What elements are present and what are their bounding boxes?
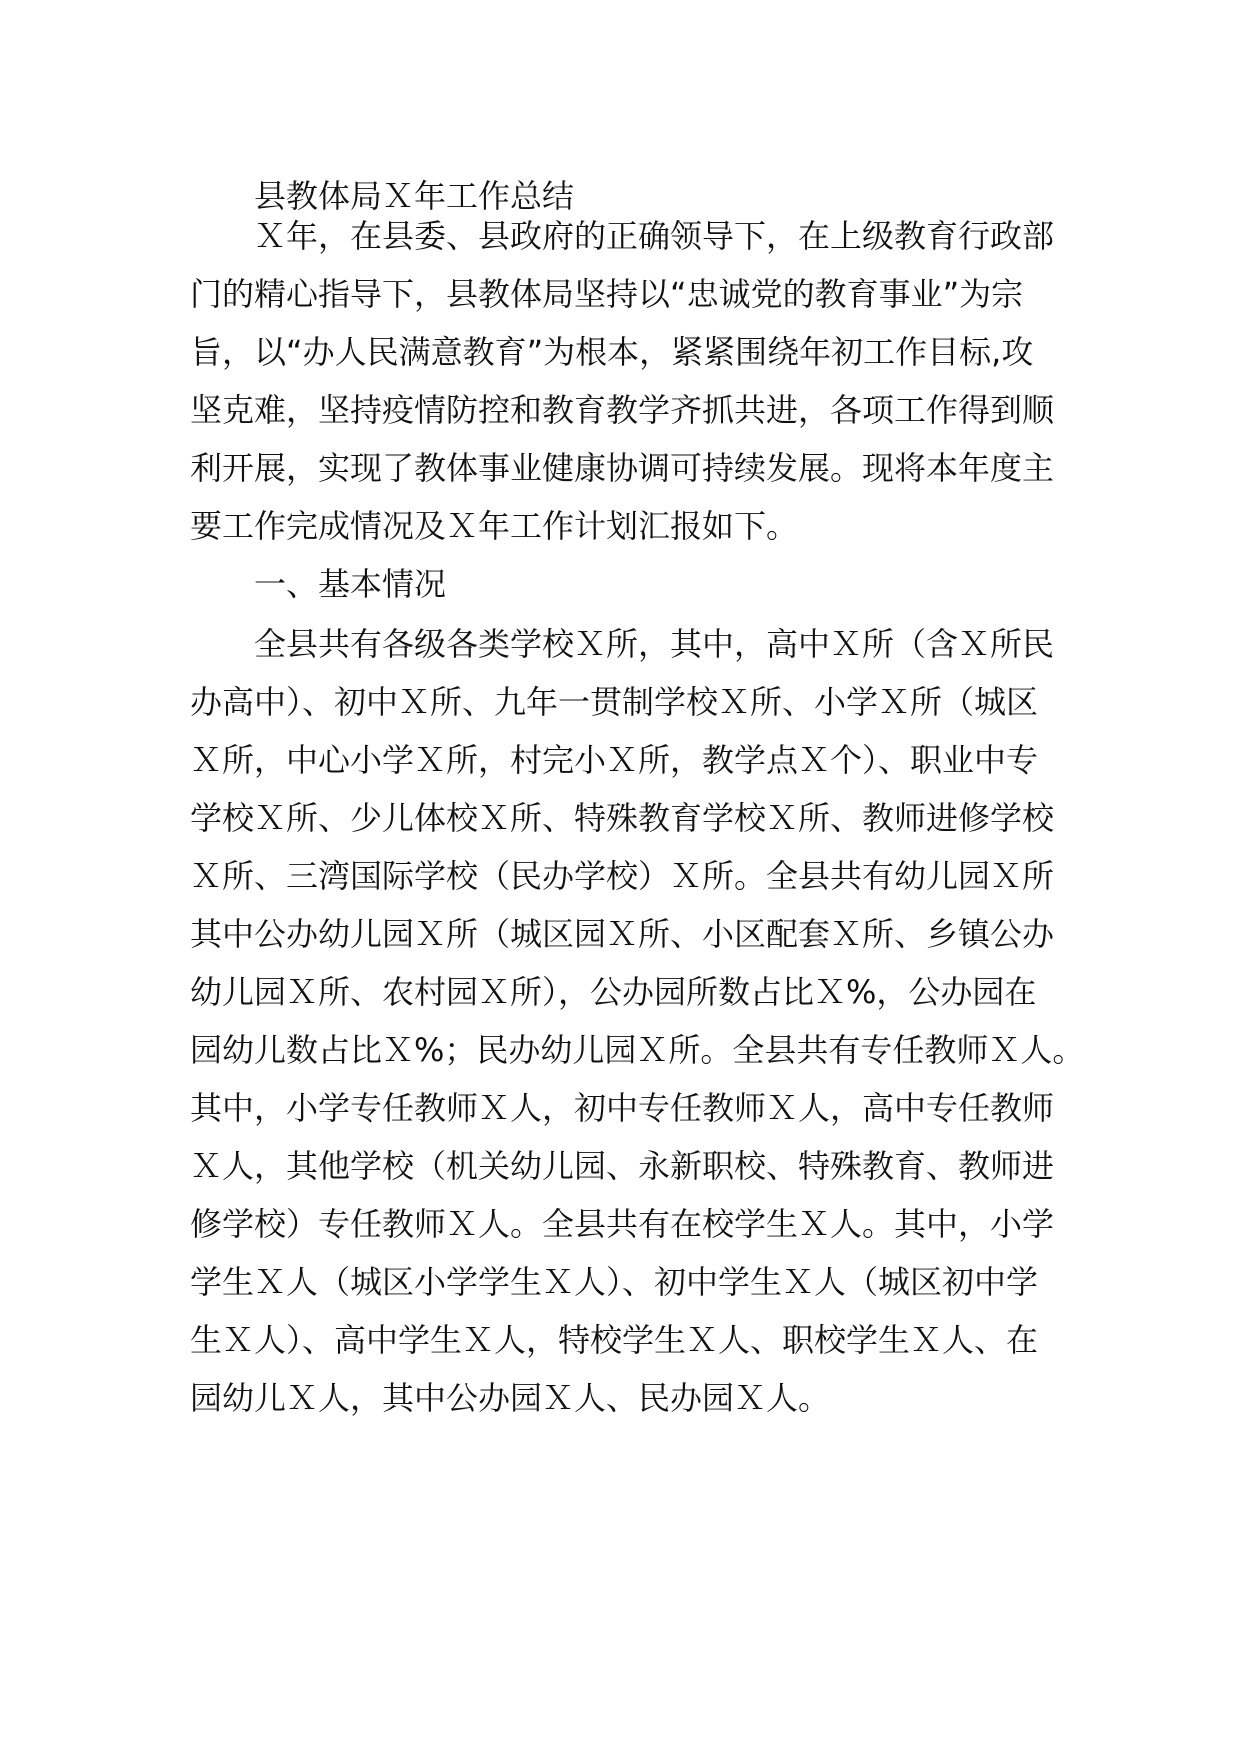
body-line: Ｘ所、三湾国际学校（民办学校）Ｘ所。全县共有幼儿园Ｘ所 xyxy=(190,857,1055,895)
body-line: 其中公办幼儿园Ｘ所（城区园Ｘ所、小区配套Ｘ所、乡镇公办 xyxy=(190,915,1055,953)
body-line: 生Ｘ人）、高中学生Ｘ人，特校学生Ｘ人、职校学生Ｘ人、在 xyxy=(190,1321,1039,1359)
body-line: 园幼儿数占比Ｘ%；民办幼儿园Ｘ所。全县共有专任教师Ｘ人。 xyxy=(190,1031,1085,1069)
body-line: 全县共有各级各类学校Ｘ所，其中，高中Ｘ所（含Ｘ所民 xyxy=(254,625,1055,663)
body-line: 修学校）专任教师Ｘ人。全县共有在校学生Ｘ人。其中，小学 xyxy=(190,1205,1055,1243)
body-line: 办高中）、初中Ｘ所、九年一贯制学校Ｘ所、小学Ｘ所（城区 xyxy=(190,683,1039,721)
body-line: 学生Ｘ人（城区小学学生Ｘ人）、初中学生Ｘ人（城区初中学 xyxy=(190,1263,1039,1301)
intro-line: 旨，以“办人民满意教育”为根本，紧紧围绕年初工作目标,攻 xyxy=(190,333,1034,371)
intro-line: 要工作完成情况及Ｘ年工作计划汇报如下。 xyxy=(190,507,799,545)
section-heading: 一、基本情况 xyxy=(254,565,447,603)
body-line: Ｘ人，其他学校（机关幼儿园、永新职校、特殊教育、教师进 xyxy=(190,1147,1055,1185)
body-line: 其中，小学专任教师Ｘ人，初中专任教师Ｘ人，高中专任教师 xyxy=(190,1089,1055,1127)
body-line: Ｘ所，中心小学Ｘ所，村完小Ｘ所，教学点Ｘ个）、职业中专 xyxy=(190,741,1039,779)
body-line: 学校Ｘ所、少儿体校Ｘ所、特殊教育学校Ｘ所、教师进修学校 xyxy=(190,799,1055,837)
intro-line: 坚克难，坚持疫情防控和教育教学齐抓共进，各项工作得到顺 xyxy=(190,391,1055,429)
body-line: 园幼儿Ｘ人，其中公办园Ｘ人、民办园Ｘ人。 xyxy=(190,1379,831,1417)
intro-line: Ｘ年，在县委、县政府的正确领导下，在上级教育行政部 xyxy=(254,217,1055,255)
intro-line: 门的精心指导下，县教体局坚持以“忠诚党的教育事业”为宗 xyxy=(190,275,1024,313)
body-line: 幼儿园Ｘ所、农村园Ｘ所），公办园所数占比Ｘ%，公办园在 xyxy=(190,973,1037,1011)
intro-line: 利开展，实现了教体事业健康协调可持续发展。现将本年度主 xyxy=(190,449,1055,487)
document-title: 县教体局Ｘ年工作总结 xyxy=(254,177,575,215)
